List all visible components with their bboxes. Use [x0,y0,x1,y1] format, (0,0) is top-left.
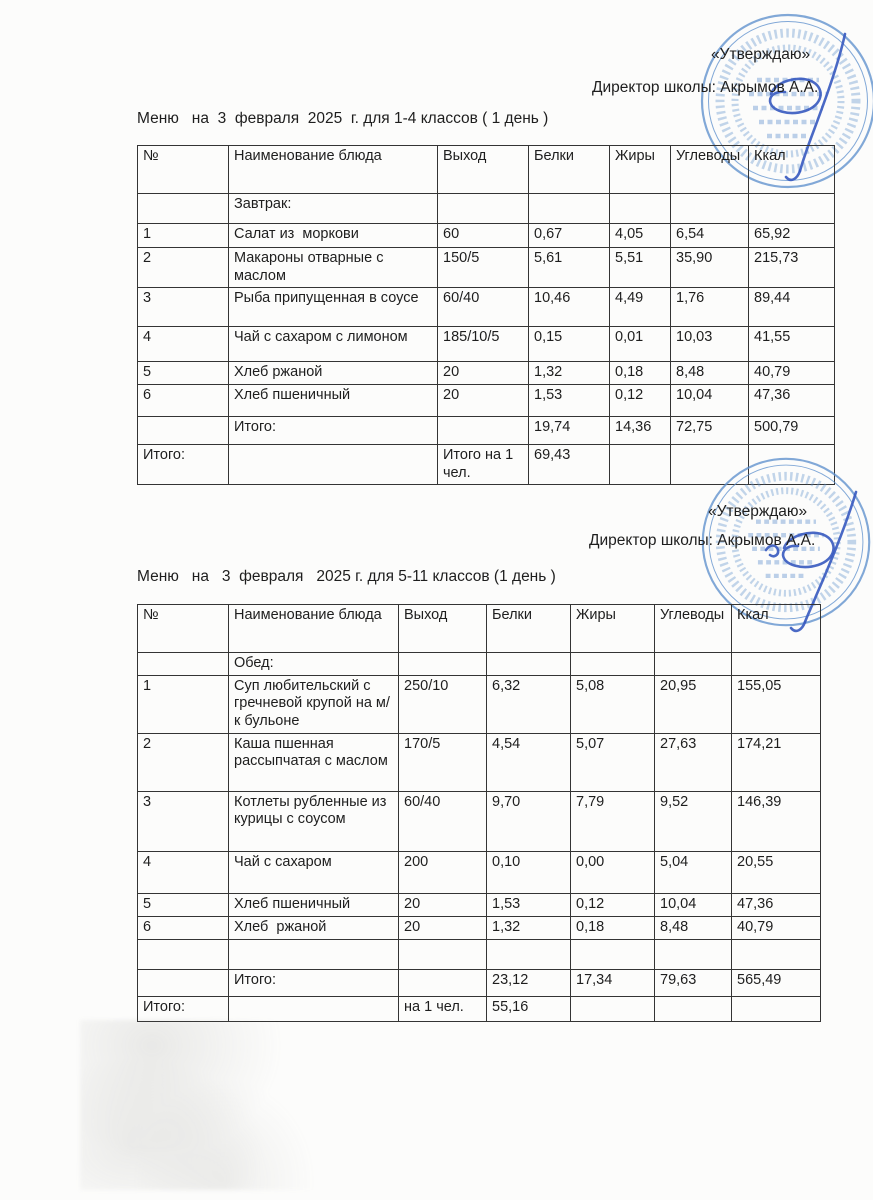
empty-cell [671,194,749,224]
empty-cell [229,939,399,969]
carbs-cell: 5,04 [655,851,732,893]
menu-row [138,385,835,417]
totals-label-cell: Итого: [229,417,438,445]
empty-cell [399,939,487,969]
row-number-cell: 2 [138,733,229,791]
portion-cell: 170/5 [399,733,487,791]
protein-cell: 1,53 [487,893,571,916]
carbs-cell: 10,04 [671,385,749,417]
carbs-cell: 9,52 [655,791,732,851]
fat-cell: 0,01 [610,327,671,362]
totals-protein-cell: 19,74 [529,417,610,445]
dish-name-cell: Суп любительский с гречневой крупой на м/к бульоне [229,675,399,733]
empty-cell [732,653,821,676]
fat-cell: 0,00 [571,851,655,893]
totals-kcal-cell: 500,79 [749,417,835,445]
protein-cell: 1,53 [529,385,610,417]
menu-row [138,362,835,385]
portion-cell: 60/40 [438,288,529,327]
per-person-unit-cell: на 1 чел. [399,996,487,1021]
row-number-cell: 6 [138,916,229,939]
carbs-cell: 35,90 [671,248,749,288]
column-header: № [138,146,229,194]
totals-carbs-cell: 79,63 [655,969,732,996]
fat-cell: 0,12 [610,385,671,417]
empty-cell [529,194,610,224]
fat-cell: 0,18 [610,362,671,385]
dish-name-cell: Макароны отварные с маслом [229,248,438,288]
column-header: Углеводы [671,146,749,194]
empty-cell [399,969,487,996]
column-header: Белки [529,146,610,194]
menu-row [138,248,835,288]
meal-header-cell: Обед: [229,653,399,676]
director-line-1: Директор школы: Акрымов А.А. [592,79,819,96]
dish-name-cell: Чай с сахаром [229,851,399,893]
protein-cell: 1,32 [529,362,610,385]
empty-cell [138,194,229,224]
empty-cell [571,653,655,676]
protein-cell: 5,61 [529,248,610,288]
row-number-cell: 6 [138,385,229,417]
kcal-cell: 89,44 [749,288,835,327]
column-header: Ккал [749,146,835,194]
dish-name-cell: Салат из моркови [229,224,438,248]
kcal-cell: 65,92 [749,224,835,248]
menu-row [138,224,835,248]
carbs-cell: 1,76 [671,288,749,327]
empty-cell [655,939,732,969]
kcal-cell: 41,55 [749,327,835,362]
empty-cell [610,445,671,485]
row-number-cell: 2 [138,248,229,288]
portion-cell: 20 [438,385,529,417]
carbs-cell: 27,63 [655,733,732,791]
header-row [138,146,835,194]
empty-cell [138,939,229,969]
fat-cell: 5,51 [610,248,671,288]
empty-cell [229,996,399,1021]
column-header: Жиры [610,146,671,194]
row-number-cell: 1 [138,224,229,248]
dish-name-cell: Каша пшенная рассыпчатая с маслом [229,733,399,791]
dish-name-cell: Котлеты рубленные из курицы с соусом [229,791,399,851]
dish-name-cell: Хлеб ржаной [229,916,399,939]
portion-cell: 200 [399,851,487,893]
totals-kcal-cell: 565,49 [732,969,821,996]
protein-cell: 9,70 [487,791,571,851]
carbs-cell: 10,03 [671,327,749,362]
per-person-value-cell: 69,43 [529,445,610,485]
protein-cell: 0,67 [529,224,610,248]
totals-fat-cell: 14,36 [610,417,671,445]
fat-cell: 0,18 [571,916,655,939]
kcal-cell: 47,36 [732,893,821,916]
empty-cell [138,969,229,996]
empty-cell [487,939,571,969]
portion-cell: 20 [399,893,487,916]
meal-header-cell: Завтрак: [229,194,438,224]
protein-cell: 4,54 [487,733,571,791]
meal-header-row [138,653,821,676]
row-number-cell: 5 [138,893,229,916]
per-person-value-cell: 55,16 [487,996,571,1021]
row-number-cell: 1 [138,675,229,733]
totals-fat-cell: 17,34 [571,969,655,996]
empty-cell [438,417,529,445]
menu-row [138,916,821,939]
fat-cell: 7,79 [571,791,655,851]
fat-cell: 0,12 [571,893,655,916]
row-number-cell: 5 [138,362,229,385]
menu-row [138,675,821,733]
fat-cell: 4,05 [610,224,671,248]
protein-cell: 6,32 [487,675,571,733]
dish-name-cell: Чай с сахаром с лимоном [229,327,438,362]
kcal-cell: 146,39 [732,791,821,851]
approve-label-1: «Утверждаю» [711,46,811,63]
dish-name-cell: Хлеб пшеничный [229,893,399,916]
scan-artifact [80,1020,320,1190]
portion-cell: 60 [438,224,529,248]
header-row [138,605,821,653]
kcal-cell: 40,79 [732,916,821,939]
column-header: Ккал [732,605,821,653]
column-header: Наименование блюда [229,146,438,194]
approve-label-2: «Утверждаю» [708,503,808,520]
empty-cell [138,417,229,445]
fat-cell: 5,07 [571,733,655,791]
per-person-label-cell: Итого: [138,996,229,1021]
portion-cell: 60/40 [399,791,487,851]
kcal-cell: 20,55 [732,851,821,893]
carbs-cell: 20,95 [655,675,732,733]
fat-cell: 4,49 [610,288,671,327]
empty-cell [571,996,655,1021]
portion-cell: 250/10 [399,675,487,733]
empty-cell [571,939,655,969]
empty-cell [487,653,571,676]
column-header: Наименование блюда [229,605,399,653]
empty-cell [399,653,487,676]
menu-row [138,288,835,327]
empty-cell [138,653,229,676]
menu-row [138,851,821,893]
portion-cell: 20 [399,916,487,939]
kcal-cell: 155,05 [732,675,821,733]
carbs-cell: 6,54 [671,224,749,248]
portion-cell: 150/5 [438,248,529,288]
totals-label-cell: Итого: [229,969,399,996]
empty-cell [655,996,732,1021]
empty-cell [610,194,671,224]
menu-row [138,893,821,916]
row-number-cell: 3 [138,791,229,851]
dish-name-cell: Хлеб пшеничный [229,385,438,417]
carbs-cell: 8,48 [671,362,749,385]
fat-cell: 5,08 [571,675,655,733]
column-header: Белки [487,605,571,653]
kcal-cell: 174,21 [732,733,821,791]
per-person-row [138,996,821,1021]
director-line-2: Директор школы: Акрымов А.А. [589,532,816,549]
empty-cell [655,653,732,676]
totals-carbs-cell: 72,75 [671,417,749,445]
totals-row [138,969,821,996]
empty-cell [732,996,821,1021]
protein-cell: 10,46 [529,288,610,327]
portion-cell: 185/10/5 [438,327,529,362]
protein-cell: 0,15 [529,327,610,362]
column-header: Жиры [571,605,655,653]
row-number-cell: 4 [138,851,229,893]
portion-cell: 20 [438,362,529,385]
menu-title-grades-1-4: Меню на 3 февраля 2025 г. для 1-4 классов ( 1 день ) [137,110,549,127]
totals-row [138,417,835,445]
menu-table-grades-1-4 [137,145,835,485]
menu-row [138,791,821,851]
empty-row [138,939,821,969]
per-person-label-cell: Итого: [138,445,229,485]
empty-cell [438,194,529,224]
empty-cell [229,445,438,485]
kcal-cell: 215,73 [749,248,835,288]
empty-cell [732,939,821,969]
column-header: Выход [438,146,529,194]
menu-row [138,327,835,362]
dish-name-cell: Рыба припущенная в соусе [229,288,438,327]
kcal-cell: 47,36 [749,385,835,417]
dish-name-cell: Хлеб ржаной [229,362,438,385]
carbs-cell: 8,48 [655,916,732,939]
kcal-cell: 40,79 [749,362,835,385]
carbs-cell: 10,04 [655,893,732,916]
totals-protein-cell: 23,12 [487,969,571,996]
empty-cell [749,194,835,224]
column-header: Выход [399,605,487,653]
protein-cell: 0,10 [487,851,571,893]
row-number-cell: 3 [138,288,229,327]
per-person-unit-cell: Итого на 1 чел. [438,445,529,485]
meal-header-row [138,194,835,224]
column-header: Углеводы [655,605,732,653]
menu-table-grades-5-11 [137,604,821,1022]
row-number-cell: 4 [138,327,229,362]
menu-title-grades-5-11: Меню на 3 февраля 2025 г. для 5-11 классов (1 день ) [137,568,556,585]
column-header: № [138,605,229,653]
protein-cell: 1,32 [487,916,571,939]
menu-row [138,733,821,791]
